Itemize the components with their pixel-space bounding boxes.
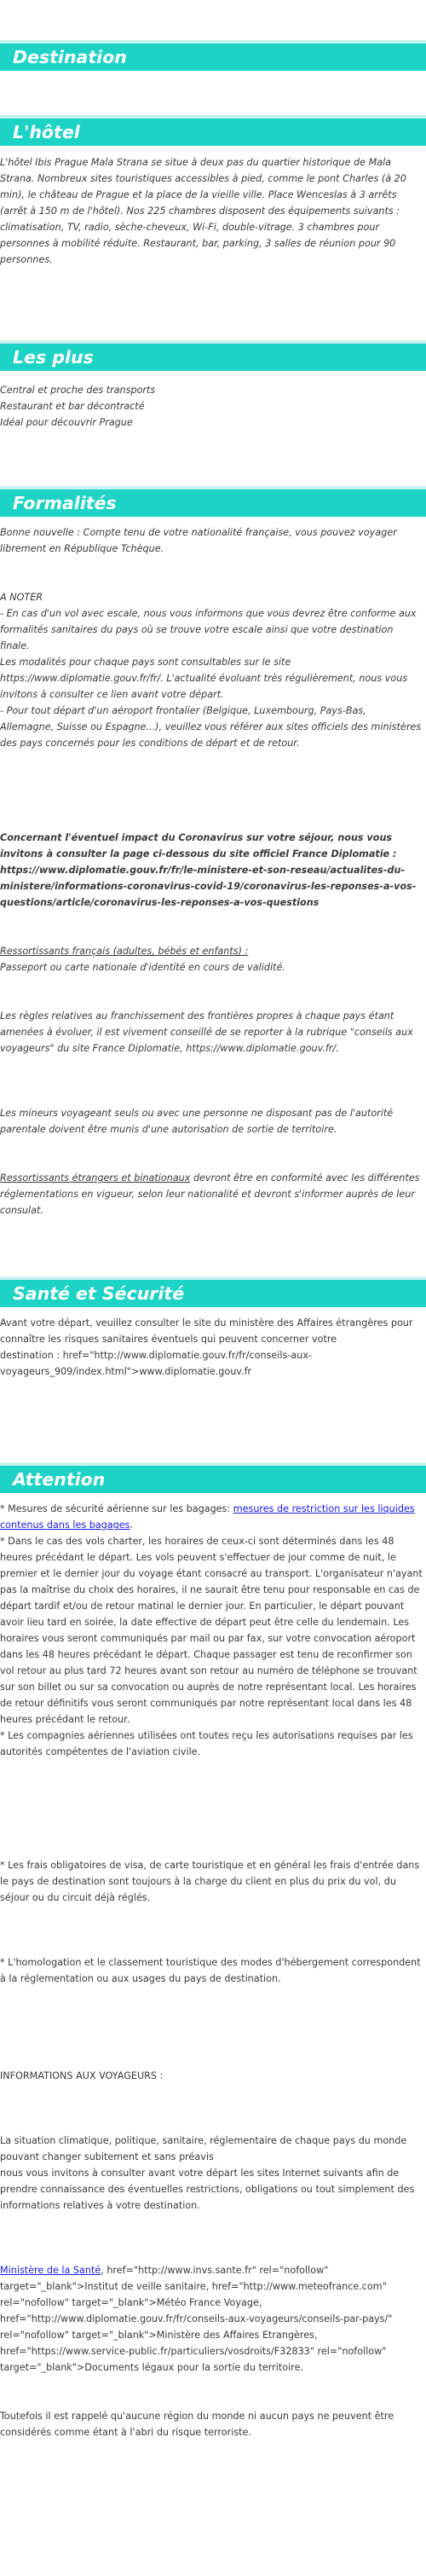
formalites-intro: Bonne nouvelle : Compte tenu de votre nationalité française, vous pouvez voyager librement en République Tchèque. — [0, 527, 397, 554]
formalites-foreign-citizens — [0, 1170, 423, 1219]
section-header-plus — [0, 340, 426, 371]
attention-accommodation: * L'homologation et le classement touristique des modes d'hébergement correspondent à la réglementation ou aux usages du pays de destination. — [0, 1957, 421, 1984]
links-text: , href="http://www.invs.sante.fr" rel="nofollow" target="_blank">Institut de veille sanitaire, href="http://www.meteofrance.com" rel="nofollow" target="_blank">Météo France Voyage, href="http://www.diplomatie.gouv.fr/fr/conseils-aux-voyageurs/conseils-par-pays/" rel="nofollow" target="_blank">Ministère des Affaires Etrangères, href="https://www.service-public.fr/particuliers/vosdroits/F32833" rel="nofollow" target="_blank">Documents légaux pour la sortie du territoire. — [0, 2265, 393, 2373]
formalites-french-citizens — [0, 943, 423, 959]
baggage-restrictions-link[interactable]: mesures de restriction sur les liquides contenus dans les bagages — [0, 1503, 415, 1531]
formalites-coronavirus: Concernant l'éventuel impact du Coronavirus sur votre séjour, nous vous invitons à consulter la page ci-dessous du site officiel France Diplomatie : https://www.diplomatie.gouv.fr/fr/le-ministere-et-son-reseau/actualites-du-ministere/informations-coronavirus-covid-19/coronavirus-les-reponses-a-vos-questions/article/coronavirus-les-reponses-a-vos-questions — [0, 832, 417, 908]
attention-baggage — [0, 1501, 423, 1533]
section-header-formalites — [0, 486, 426, 517]
section-title-hotel: L'hôtel — [13, 122, 80, 142]
section-header-attention — [0, 1462, 426, 1493]
formalites-border-rules: Les règles relatives au franchissement des frontières propres à chaque pays étant amenées à évoluer, il est vivement conseillé de se reporter à la rubrique "conseils aux voyageurs" du site France Diplomatie, https://www.diplomatie.gouv.fr/. — [0, 1010, 413, 1054]
formalites-minors: Les mineurs voyageant seuls ou avec une personne ne disposant pas de l'autorité parentale doivent être munis d'une autorisation de sortie de territoire. — [0, 1108, 394, 1135]
attention-charter: * Dans le cas des vols charter, les horaires de ceux-ci sont déterminés dans les 48 heures précédant le départ. Les vols peuvent s'effectuer de jour comme de nuit, le premier et le dernier jour du voyage étant consacré au transport. L'organisateur n'ayant pas la maîtrise du choix des horaires, il ne saurait être tenu pour responsable en cas de départ tardif et/ou de retour matinal le dernier jour. En particulier, le départ pouvant avoir lieu tard en soirée, la date effective de départ peut être celle du lendemain. Les horaires vous seront communiqués par mail ou par fax, sur votre convocation aéroport dans les 48 heures précédant le départ. Chaque passager est tenu de reconfirmer son vol retour au plus tard 72 heures avant son retour au numéro de téléphone se trouvant sur son billet ou sur sa convocation ou auprès de notre représentant local. Les horaires de retour définitifs vous seront communiqués par notre représentant local dans les 48 heures précédant le retour. * Les compagnies aériennes utilisées ont toutes reçu les autorisations requises par les autorités compétentes de l'aviation civile. — [0, 1536, 423, 1757]
attention-visa-fees: * Les frais obligatoires de visa, de carte touristique et en général les frais d'entrée dans le pays de destination sont toujours à la charge du client en plus du prix du vol, du séjour ou du circuit déjà réglés. — [0, 1860, 420, 1903]
foreign-citizens-heading: Ressortissants étrangers et binationaux — [0, 1172, 191, 1184]
sante-text: Avant votre départ, veuillez consulter le site du ministère des Affaires étrangères pour connaître les risques sanitaires éventuels qui peuvent concerner votre destination : href="http://www.diplomatie.gouv.fr/fr/conseils-aux-voyageurs_909/index.html">www.diplomatie.gouv.fr — [0, 1317, 413, 1377]
french-citizens-heading: Ressortissants français (adultes, bébés et enfants) : — [0, 946, 249, 957]
section-header-destination — [0, 40, 426, 71]
baggage-suffix: . — [130, 1520, 134, 1531]
attention-links — [0, 2262, 423, 2376]
section-title-formalites: Formalités — [13, 493, 117, 513]
plus-item: Restaurant et bar décontracté — [0, 401, 145, 412]
formalites-french-docs: Passeport ou carte nationale d'identité en cours de validité. — [0, 962, 285, 973]
section-header-hotel — [0, 115, 426, 146]
foreign-citizens-text: devront être en conformité avec les différentes réglementations en vigueur, selon leur nationalité et devront s'informer auprès de leur consulat. — [0, 1172, 420, 1216]
plus-item: Idéal pour découvrir Prague — [0, 417, 133, 428]
attention-situation: La situation climatique, politique, sanitaire, réglementaire de chaque pays du monde pouvant changer subitement et sans préavis nous vous invitons à consulter avant votre départ les sites Internet suivants afin de prendre connaissance des éventuelles restrictions, obligations ou tout simplement des informations relatives à votre destination. — [0, 2135, 415, 2211]
plus-item: Central et proche des transports — [0, 385, 156, 396]
baggage-prefix: * Mesures de sécurité aérienne sur les bagages: — [0, 1503, 233, 1514]
section-title-destination: Destination — [13, 47, 127, 67]
section-title-sante: Santé et Sécurité — [13, 1283, 185, 1304]
section-title-attention: Attention — [13, 1469, 106, 1490]
ministere-sante-link[interactable]: Ministère de la Santé — [0, 2265, 101, 2276]
section-header-sante — [0, 1276, 426, 1307]
formalites-note: A NOTER - En cas d'un vol avec escale, nous vous informons que vous devrez être conforme aux formalités sanitaires du pays où se trouve votre escale ainsi que votre destination finale. Les modalités pour chaque pays sont consultables sur le site https://www.diplomatie.gouv.fr/fr/. L'actualité évoluant très régulièrement, nous vous invitons à consulter ce lien avant votre départ. - Pour tout départ d'un aéroport frontalier (Belgique, Luxembourg, Pays-Bas, Allemagne, Suisse ou Espagne...), veuillez vous référer aux sites officiels des ministères des pays concernés pour les conditions de départ et de retour. — [0, 592, 422, 749]
attention-info-heading: INFORMATIONS AUX VOYAGEURS : — [0, 2070, 164, 2081]
hotel-description: L'hôtel Ibis Prague Mala Strana se situe à deux pas du quartier historique de Mala Strana. Nombreux sites touristiques accessibles à pied, comme le pont Charles (à 20 min), le château de Prague et la place de la vieille ville. Place Wenceslas à 3 arrêts (arrêt à 150 m de l'hôtel). Nos 225 chambres disposent des équipements suivants : climatisation, TV, radio, sèche-cheveux, Wi-Fi, double-vitrage. 3 chambres pour personnes à mobilité réduite. Restaurant, bar, parking, 3 salles de réunion pour 90 personnes. — [0, 157, 406, 265]
section-title-plus: Les plus — [13, 347, 94, 368]
attention-terrorism: Toutefois il est rappelé qu'aucune région du monde ni aucun pays ne peuvent être considérés comme étant à l'abri du risque terroriste. — [0, 2411, 394, 2438]
